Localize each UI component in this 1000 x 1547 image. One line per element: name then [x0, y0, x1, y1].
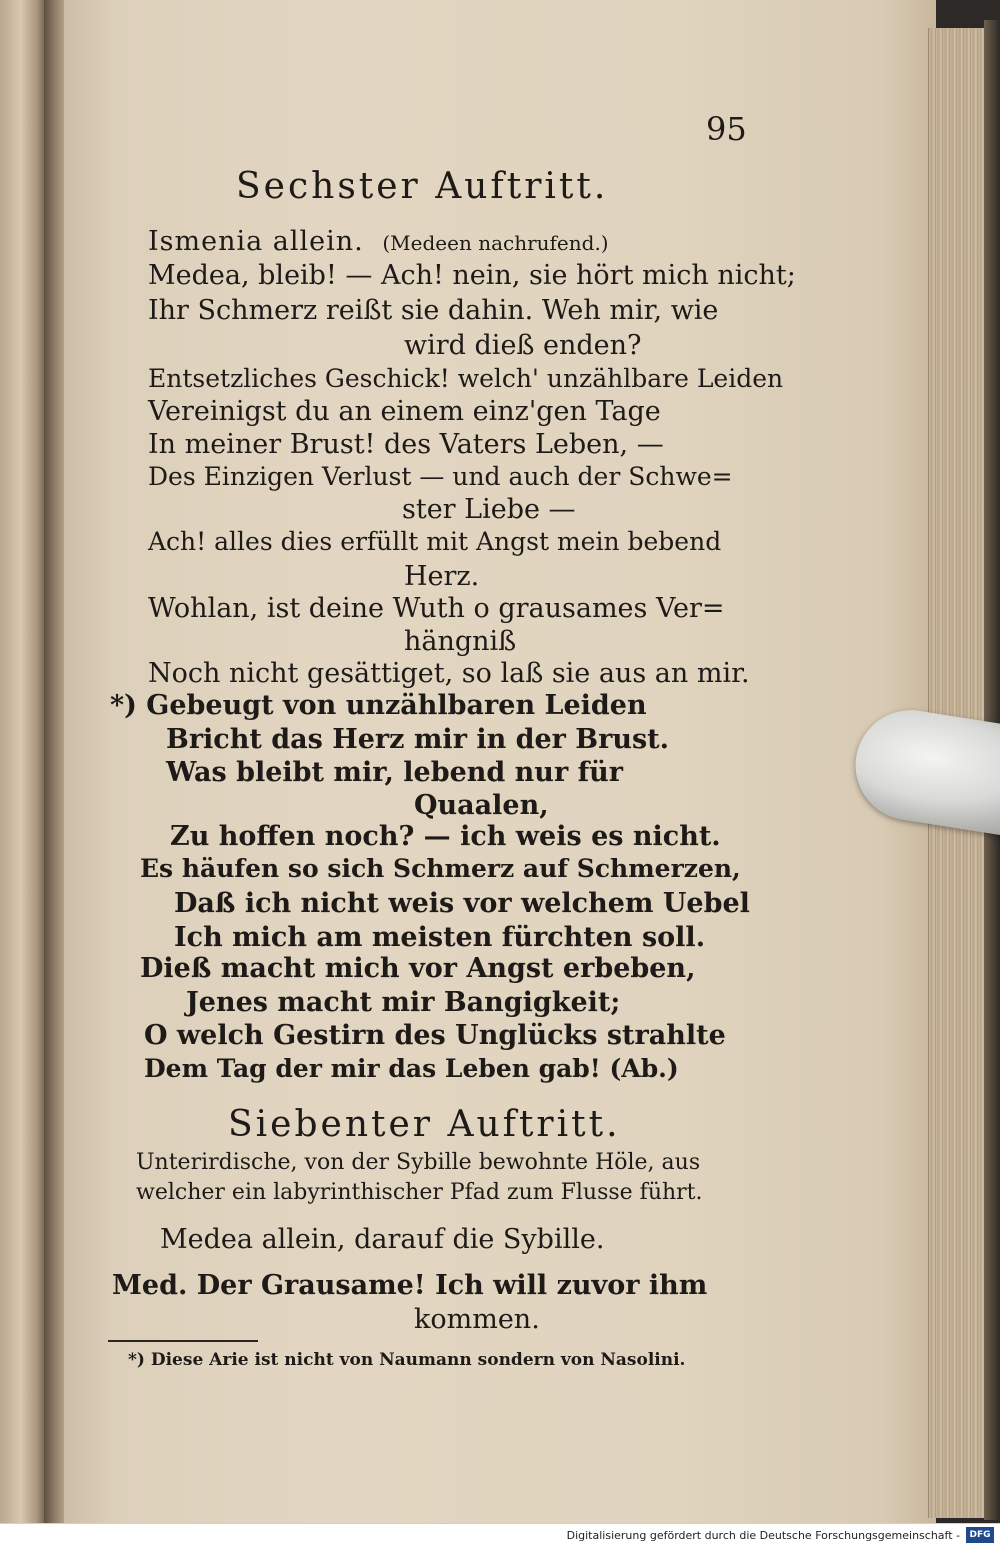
footnote-rule [108, 1340, 258, 1342]
verse-line: ster Liebe — [402, 494, 576, 525]
footer-credit: Digitalisierung gefördert durch die Deutsche Forschungsgemeinschaft - [566, 1529, 960, 1542]
aria-line: O welch Gestirn des Unglücks strahlte [144, 1020, 726, 1051]
aria-line: Bricht das Herz mir in der Brust. [166, 724, 670, 755]
aria-line: Es häufen so sich Schmerz auf Schmerzen, [140, 854, 741, 883]
aria-line: Was bleibt mir, lebend nur für [166, 757, 624, 788]
verse-line: In meiner Brust! des Vaters Leben, — [148, 429, 664, 460]
stage-direction: (Medeen nachrufend.) [382, 231, 609, 255]
speaker-name: Ismenia allein. [148, 226, 364, 257]
verse-line: Medea, bleib! — Ach! nein, sie hört mich nicht; [148, 260, 796, 291]
page-number: 95 [706, 110, 747, 148]
footnote: *) Diese Arie ist nicht von Naumann sondern von Nasolini. [128, 1350, 686, 1370]
verse-line: Entsetzliches Geschick! welch' unzählbare Leiden [148, 364, 784, 393]
scene-6-speaker [148, 226, 609, 257]
setting-line: Unterirdische, von der Sybille bewohnte Höle, aus [136, 1150, 701, 1175]
speech-line: kommen. [414, 1304, 540, 1335]
aria-line: *) Gebeugt von unzählbaren Leiden [110, 690, 647, 721]
verse-line: Vereinigst du an einem einz'gen Tage [148, 396, 661, 427]
dfg-logo: DFG [966, 1527, 994, 1543]
speech-line: Med. Der Grausame! Ich will zuvor ihm [112, 1270, 708, 1301]
verse-line: Noch nicht gesättiget, so laß sie aus an mir. [148, 658, 750, 689]
verse-line: Wohlan, ist deine Wuth o grausames Ver= [148, 593, 725, 624]
left-facing-page-edge [0, 0, 46, 1523]
verse-line: Ihr Schmerz reißt sie dahin. Weh mir, wie [148, 295, 719, 326]
scene-6-heading: Sechster Auftritt. [236, 166, 609, 207]
verse-line: Des Einzigen Verlust — und auch der Schwe= [148, 462, 733, 491]
aria-line: Dieß macht mich vor Angst erbeben, [140, 953, 696, 984]
verse-line: Ach! alles dies erfüllt mit Angst mein bebend [148, 527, 722, 556]
aria-line: Ich mich am meisten fürchten soll. [174, 922, 706, 953]
verse-line: Herz. [404, 561, 480, 592]
scene-7-heading: Siebenter Auftritt. [228, 1104, 621, 1145]
footer-bar [0, 1523, 1000, 1547]
character-list: Medea allein, darauf die Sybille. [160, 1224, 605, 1255]
aria-line: Dem Tag der mir das Leben gab! (Ab.) [144, 1054, 679, 1083]
setting-line: welcher ein labyrinthischer Pfad zum Flusse führt. [136, 1180, 703, 1205]
verse-line: wird dieß enden? [404, 330, 642, 361]
verse-line: hängniß [404, 626, 517, 657]
aria-line: Zu hoffen noch? — ich weis es nicht. [170, 821, 721, 852]
aria-line: Daß ich nicht weis vor welchem Uebel [174, 888, 750, 919]
aria-line: Jenes macht mir Bangigkeit; [186, 987, 621, 1018]
aria-line: Quaalen, [414, 790, 549, 821]
